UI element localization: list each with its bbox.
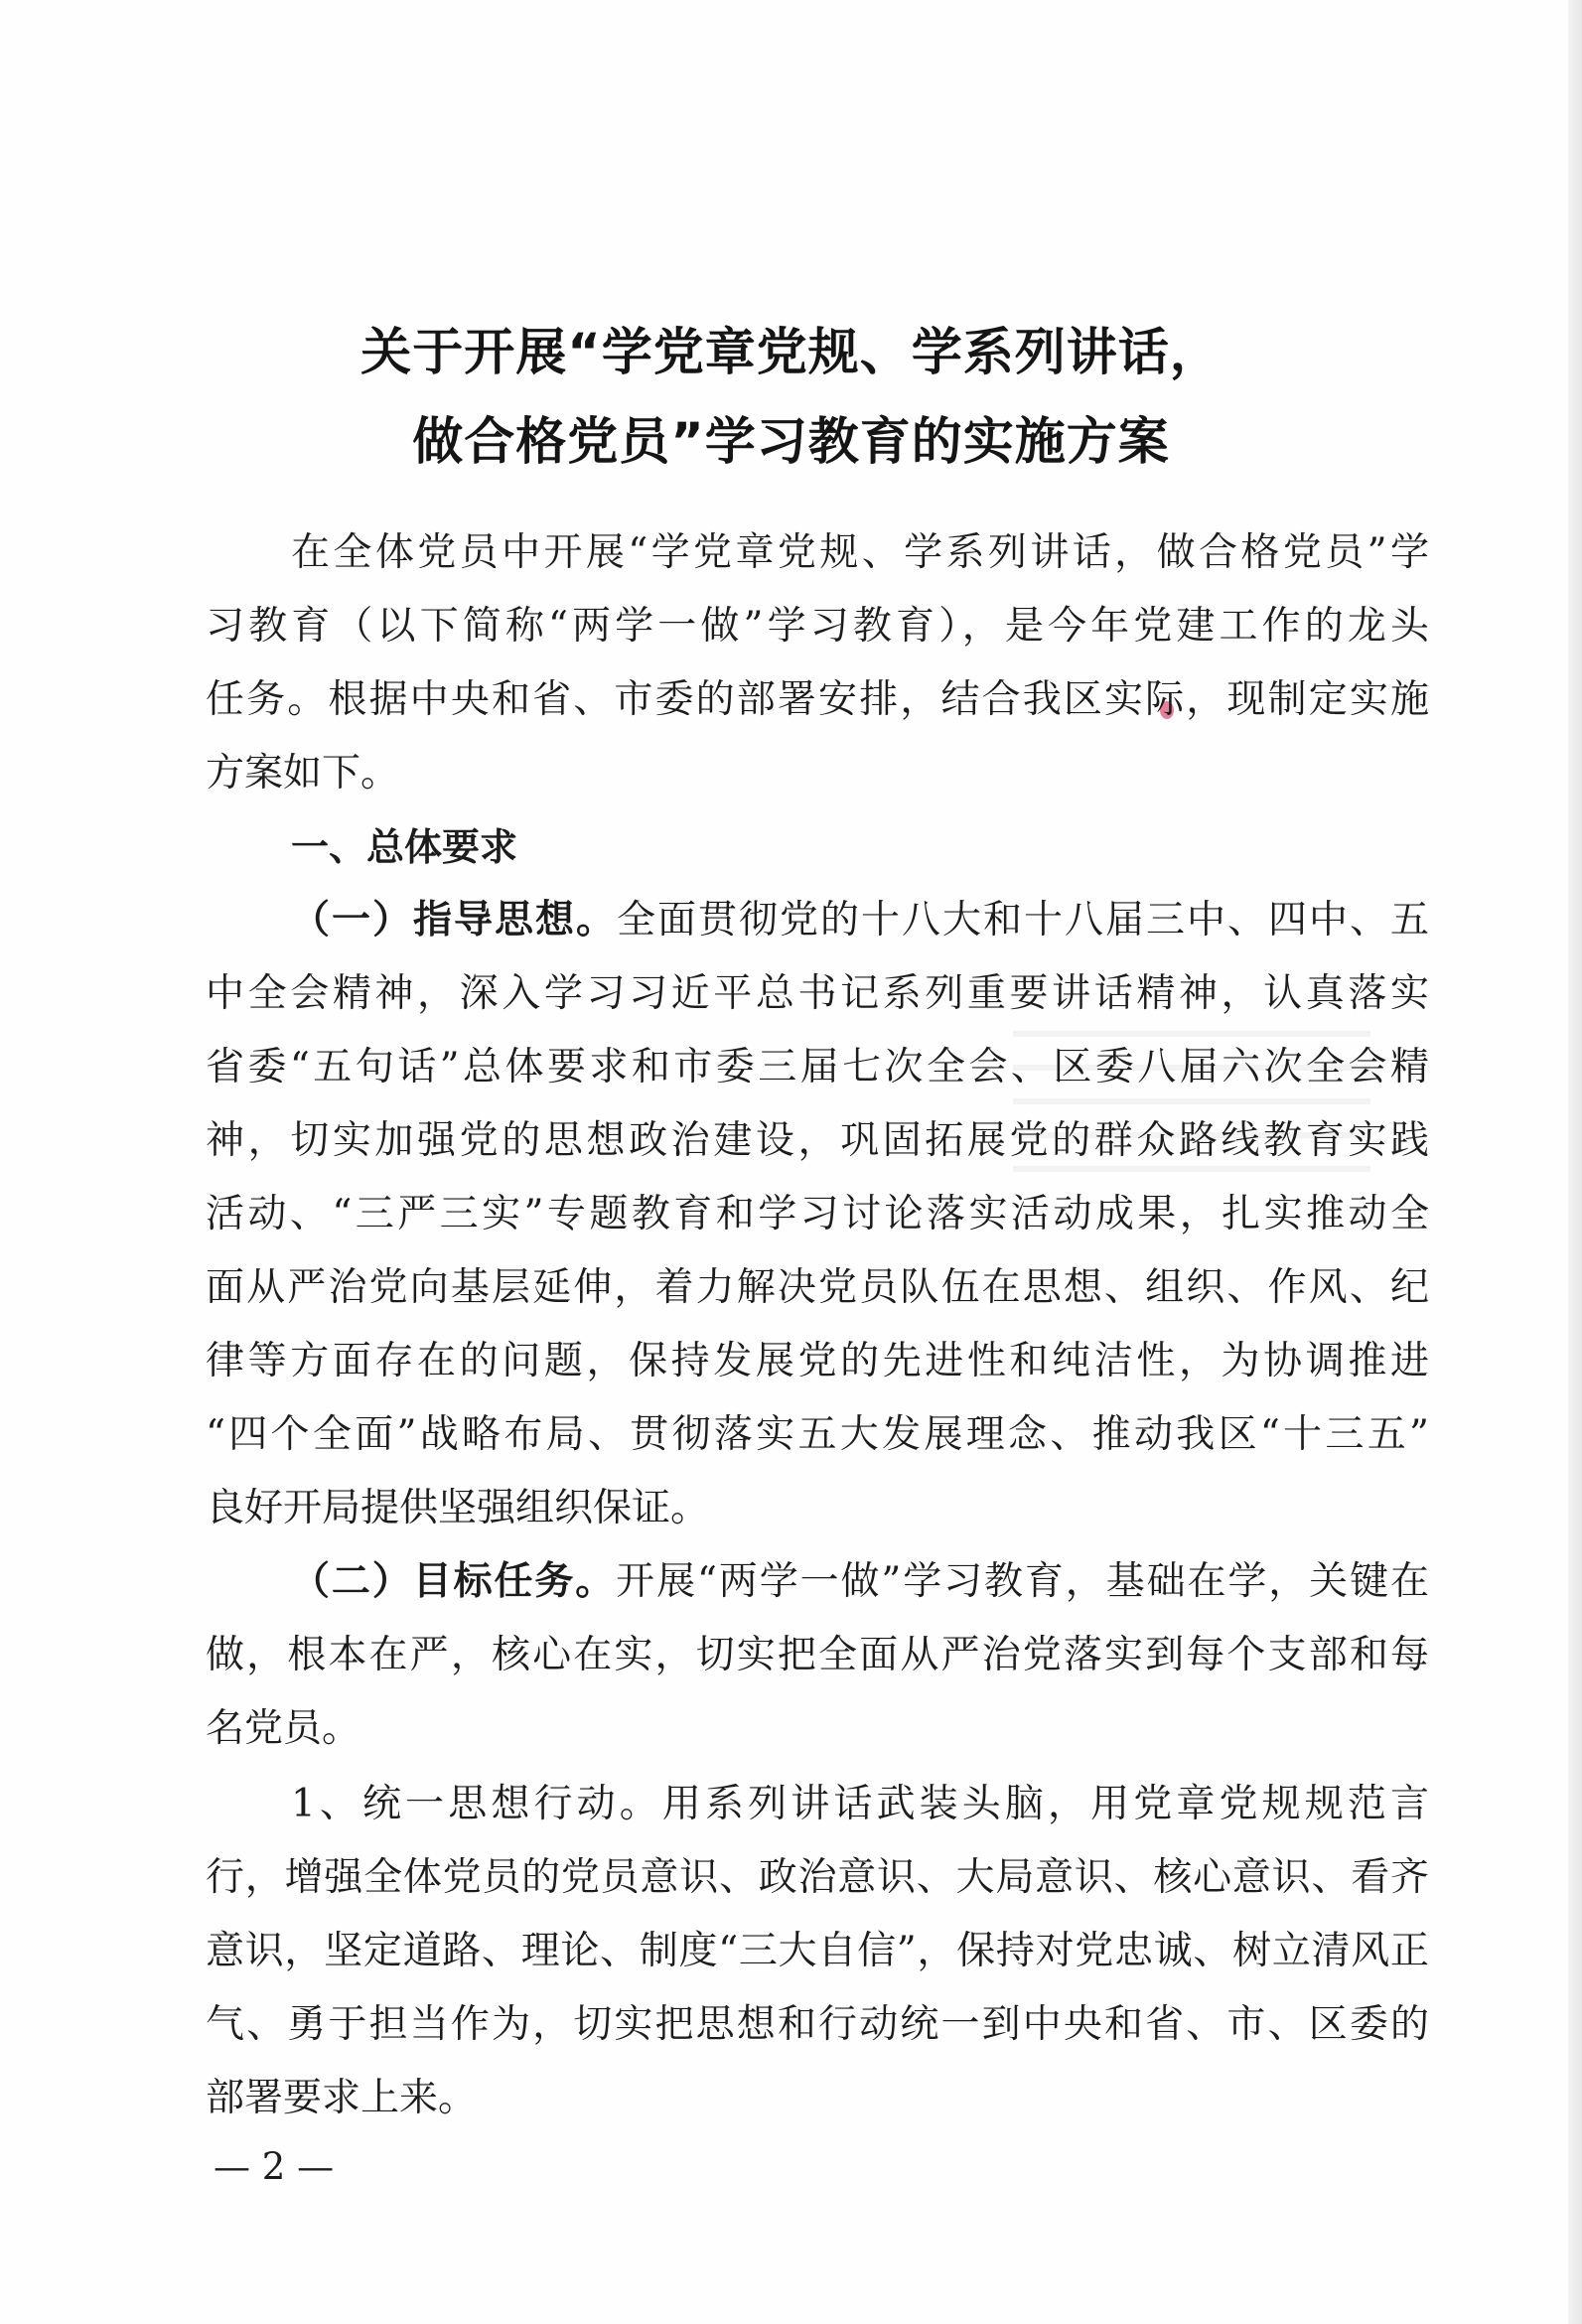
paragraph-guiding-thought-line: 良好开局提供坚强组织保证。 xyxy=(206,1486,710,1530)
paragraph-unify-thought-line xyxy=(291,1780,1429,1829)
section-heading: 一、总体要求 xyxy=(291,825,518,869)
paragraph-target-task-line: 做，根本在严，核心在实，切实把全面从严治党落实到每个支部和每 xyxy=(206,1633,1429,1677)
paragraph-text: 用系列讲话武装头脑，用党章党规规范言 xyxy=(661,1782,1429,1826)
paragraph-unify-thought-line: 部署要求上来。 xyxy=(206,2076,478,2120)
paragraph-intro-line: 任务。根据中央和省、市委的部署安排，结合我区实际，现制定实施 xyxy=(206,677,1429,722)
paragraph-intro-line: 习教育（以下简称“两学一做”学习教育），是今年党建工作的龙头 xyxy=(206,604,1429,649)
paragraph-intro-line: 在全体党员中开展“学党章党规、学系列讲话，做合格党员”学 xyxy=(291,530,1429,575)
paragraph-guiding-thought-line: 省委“五句话”总体要求和市委三届七次全会、区委八届六次全会精 xyxy=(206,1045,1429,1089)
paragraph-label: 1、统一思想行动。 xyxy=(291,1782,662,1826)
paragraph-guiding-thought-line: 神，切实加强党的思想政治建设，巩固拓展党的群众路线教育实践 xyxy=(206,1118,1429,1163)
paragraph-guiding-thought-line: 面从严治党向基层延伸，着力解决党员队伍在思想、组织、作风、纪 xyxy=(206,1265,1429,1310)
paragraph-target-task-line xyxy=(291,1557,1429,1607)
paragraph-guiding-thought-line xyxy=(291,896,1429,945)
paragraph-label: （二）目标任务。 xyxy=(291,1559,617,1604)
paragraph-text: 开展“两学一做”学习教育，基础在学，关键在 xyxy=(616,1559,1429,1604)
paragraph-unify-thought-line: 行，增强全体党员的党员意识、政治意识、大局意识、核心意识、看齐 xyxy=(206,1855,1429,1900)
paragraph-unify-thought-line: 气、勇于担当作为，切实把思想和行动统一到中央和省、市、区委的 xyxy=(206,2002,1429,2047)
paragraph-target-task-line: 名党员。 xyxy=(206,1706,361,1751)
document-title-line-2: 做合格党员”学习教育的实施方案 xyxy=(412,413,1170,472)
paragraph-intro-line: 方案如下。 xyxy=(206,751,400,796)
paragraph-text: 全面贯彻党的十八大和十八届三中、四中、五 xyxy=(617,898,1429,943)
paragraph-guiding-thought-line: 活动、“三严三实”专题教育和学习讨论落实活动成果，扎实推动全 xyxy=(206,1192,1429,1236)
paragraph-guiding-thought-line: “四个全面”战略布局、贯彻落实五大发展理念、推动我区“十三五” xyxy=(206,1412,1429,1457)
paragraph-unify-thought-line: 意识，坚定道路、理论、制度“三大自信”，保持对党忠诚、树立清风正 xyxy=(206,1929,1429,1973)
page-number: — 2 — xyxy=(214,2145,335,2188)
document-title-line-1: 关于开展“学党章党规、学系列讲话， xyxy=(360,324,1222,382)
paragraph-guiding-thought-line: 中全会精神，深入学习习近平总书记系列重要讲话精神，认真落实 xyxy=(206,971,1429,1016)
paragraph-guiding-thought-line: 律等方面存在的问题，保持发展党的先进性和纯洁性，为协调推进 xyxy=(206,1339,1429,1383)
paragraph-label: （一）指导思想。 xyxy=(291,898,617,943)
